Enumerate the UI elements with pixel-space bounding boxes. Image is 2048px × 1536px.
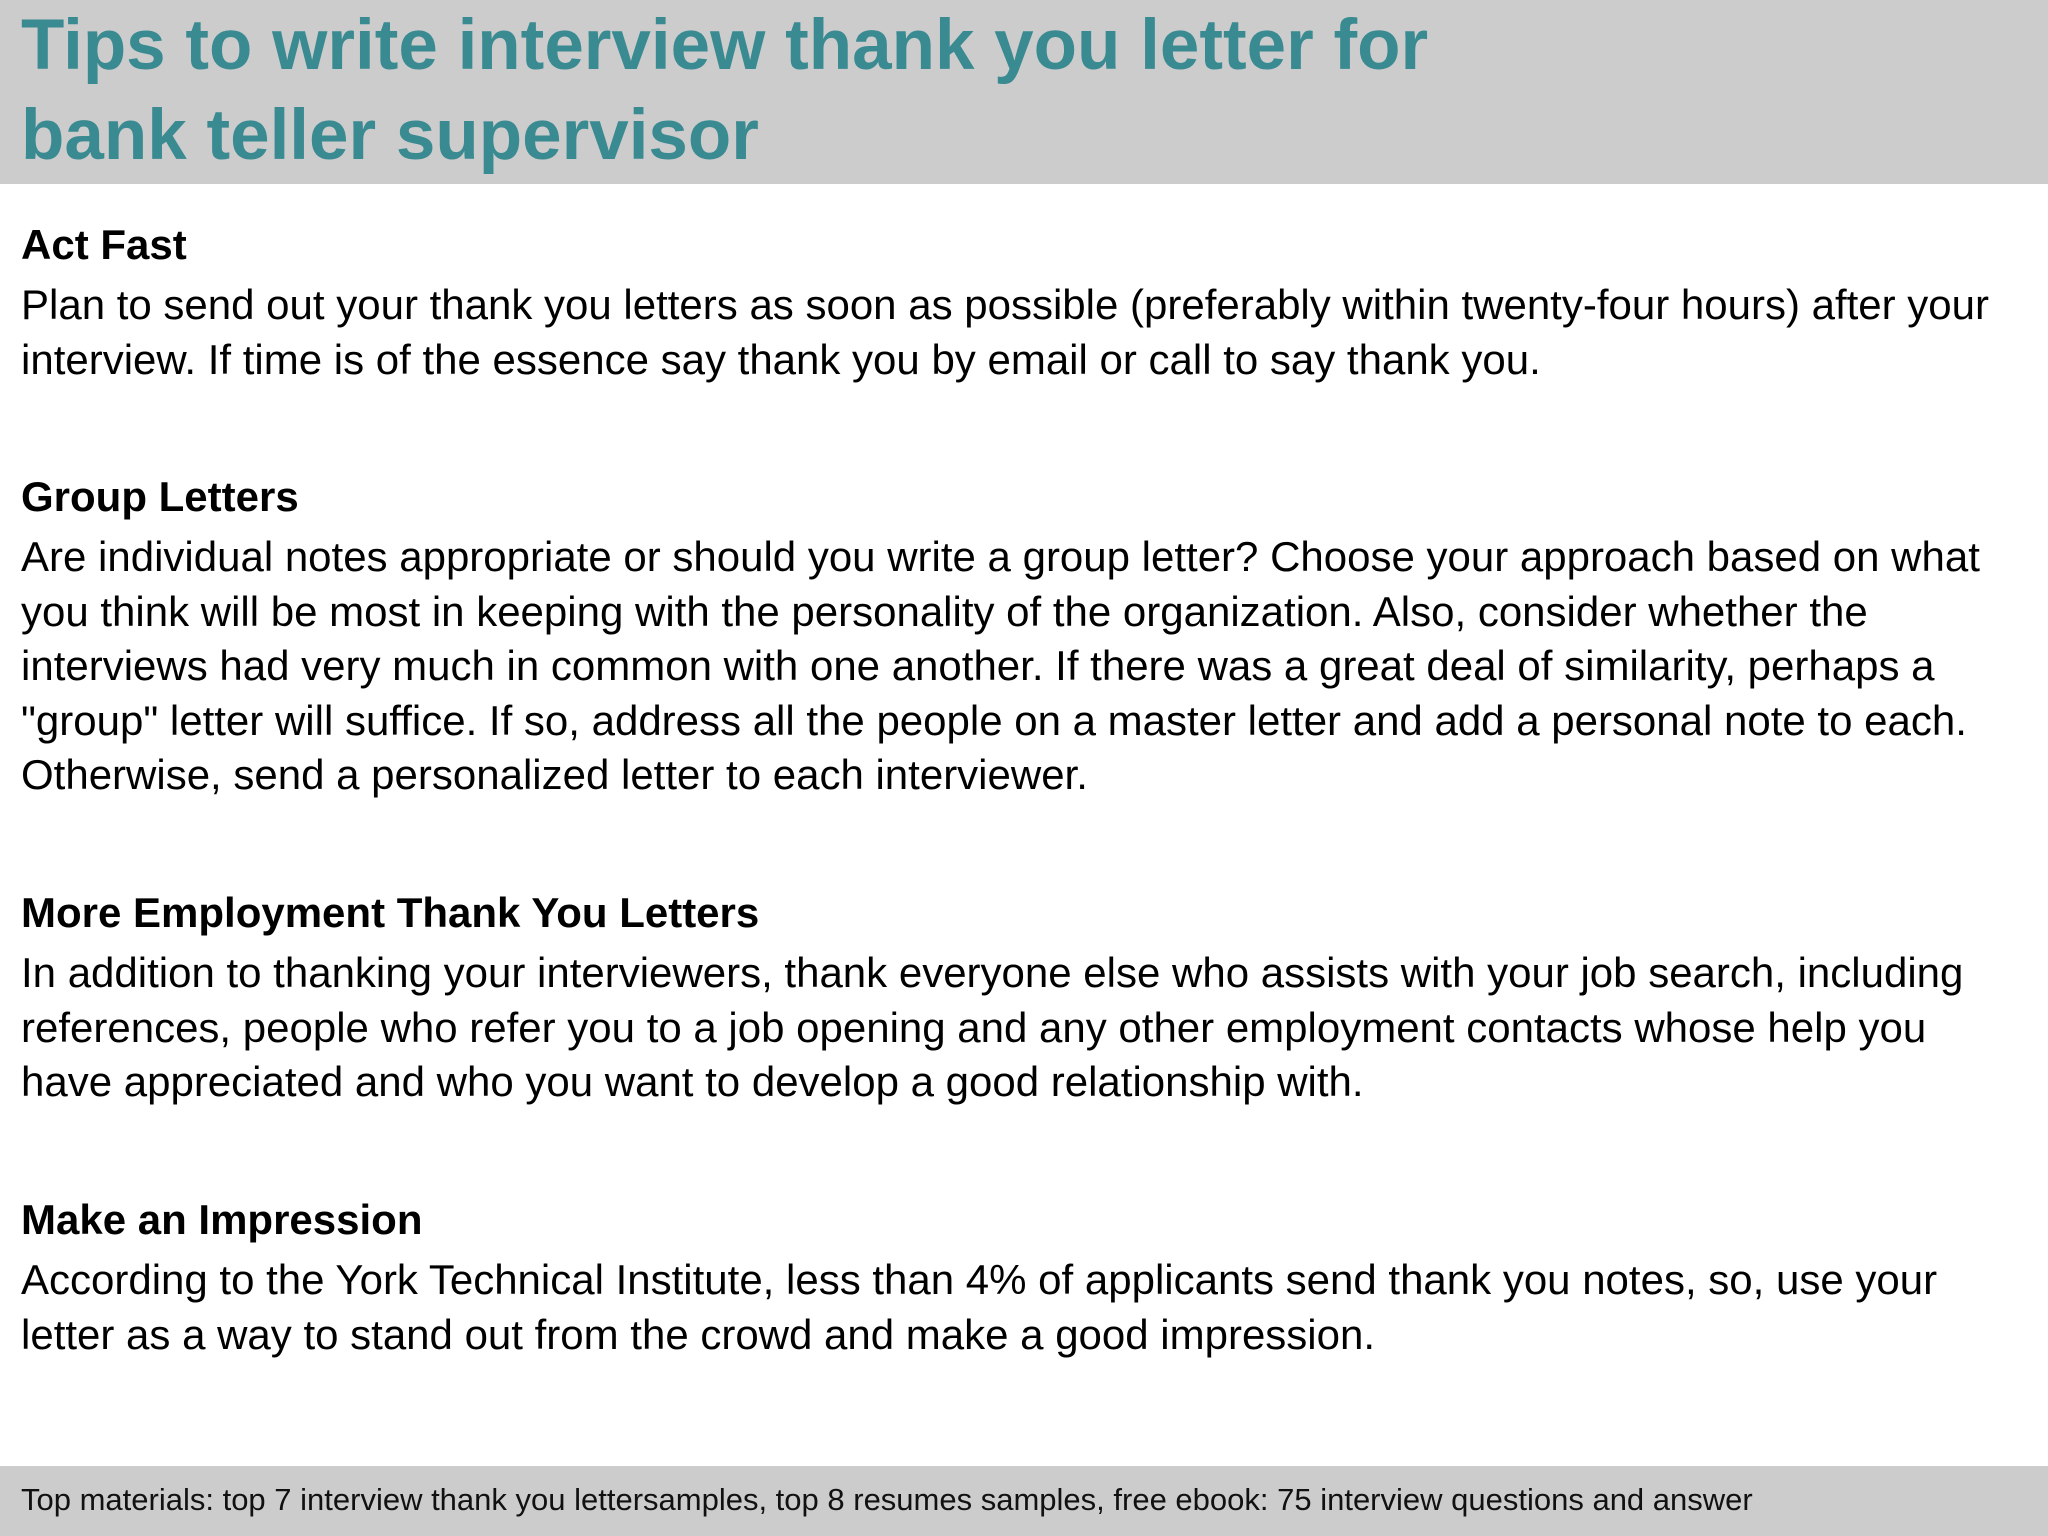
- footer-text: Top materials: top 7 interview thank you lettersamples, top 8 resumes samples, free ebook: 75 interview questions and answer: [21, 1482, 1753, 1517]
- section-title: Act Fast: [21, 221, 187, 268]
- footer-bar: [0, 1466, 2048, 1536]
- section-body: In addition to thanking your interviewers, thank everyone else who assists with your job search, including references, people who refer you to a job opening and any other employment contacts whose help you have appreciated and who you want to develop a good relationship with.: [21, 949, 1964, 1105]
- section-title: Group Letters: [21, 473, 299, 520]
- section-act-fast: [21, 215, 2021, 387]
- section-group-letters: [21, 467, 2021, 803]
- section-more-employment-letters: [21, 883, 2021, 1110]
- section-body: Are individual notes appropriate or should you write a group letter? Choose your approach based on what you think will be most in keeping with the personality of the organization. Also, consider whether the interviews had very much in common with one another. If there was a great deal of similarity, perhaps a "group" letter will suffice. If so, address all the people on a master letter and add a personal note to each. Otherwise, send a personalized letter to each interviewer.: [21, 533, 1980, 798]
- main-content: [21, 215, 2021, 1358]
- section-body: Plan to send out your thank you letters as soon as possible (preferably within twenty-four hours) after your interview. If time is of the essence say thank you by email or call to say thank you.: [21, 281, 1990, 383]
- section-make-an-impression: [21, 1190, 2021, 1362]
- section-title: Make an Impression: [21, 1196, 423, 1243]
- page-title: Tips to write interview thank you letter for bank teller supervisor: [21, 6, 1429, 175]
- section-body: According to the York Technical Institute, less than 4% of applicants send thank you notes, so, use your letter as a way to stand out from the crowd and make a good impression.: [21, 1256, 1938, 1358]
- section-title: More Employment Thank You Letters: [21, 889, 760, 936]
- header-banner: [0, 0, 2048, 184]
